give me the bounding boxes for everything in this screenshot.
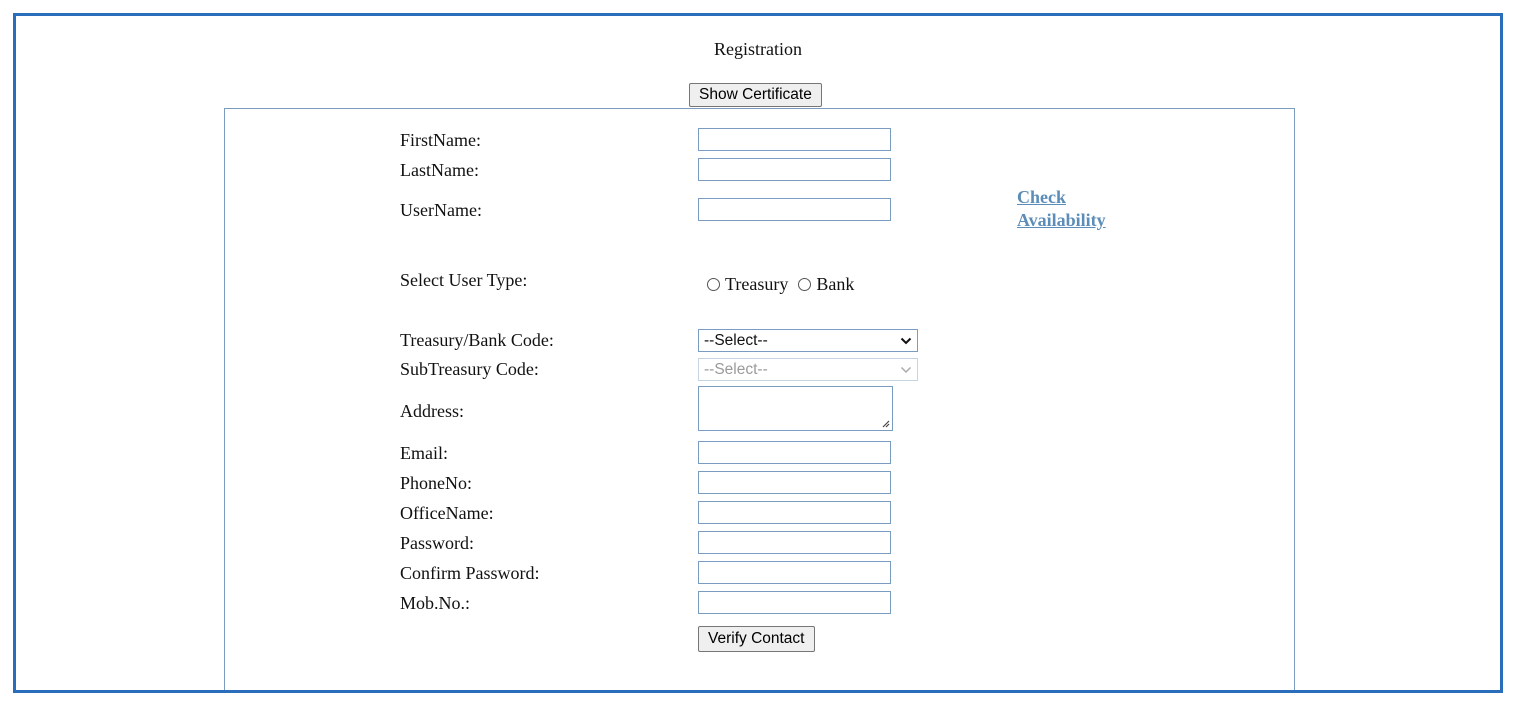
phone-label: PhoneNo: xyxy=(400,473,472,493)
address-label: Address: xyxy=(400,401,464,421)
office-name-label: OfficeName: xyxy=(400,503,494,523)
subtreasury-code-selected-value: --Select-- xyxy=(704,361,768,378)
first-name-label: FirstName: xyxy=(400,130,481,150)
password-label: Password: xyxy=(400,533,475,553)
chevron-down-icon xyxy=(900,365,912,375)
first-name-input[interactable] xyxy=(698,128,891,151)
confirm-password-label: Confirm Password: xyxy=(400,563,540,583)
bank-radio-label[interactable]: Bank xyxy=(816,274,855,294)
treasury-radio[interactable] xyxy=(707,278,720,291)
address-textarea[interactable] xyxy=(698,386,893,431)
subtreasury-code-select xyxy=(698,358,918,381)
show-certificate-button[interactable]: Show Certificate xyxy=(689,83,822,107)
resize-grip-icon[interactable] xyxy=(881,419,890,428)
mobile-input[interactable] xyxy=(698,591,891,614)
email-input[interactable] xyxy=(698,441,891,464)
page-title: Registration xyxy=(714,39,802,59)
password-input[interactable] xyxy=(698,531,891,554)
office-name-input[interactable] xyxy=(698,501,891,524)
phone-input[interactable] xyxy=(698,471,891,494)
confirm-password-input[interactable] xyxy=(698,561,891,584)
email-label: Email: xyxy=(400,443,448,463)
user-name-label: UserName: xyxy=(400,200,482,220)
mobile-label: Mob.No.: xyxy=(400,593,471,613)
user-name-input[interactable] xyxy=(698,198,891,221)
subtreasury-code-label: SubTreasury Code: xyxy=(400,359,539,379)
chevron-down-icon xyxy=(900,336,912,346)
last-name-input[interactable] xyxy=(698,158,891,181)
bank-code-select[interactable] xyxy=(698,329,918,352)
user-type-label: Select User Type: xyxy=(400,270,528,290)
last-name-label: LastName: xyxy=(400,160,479,180)
bank-code-label: Treasury/Bank Code: xyxy=(400,330,554,350)
user-type-radio-group xyxy=(707,273,864,295)
bank-radio[interactable] xyxy=(798,278,811,291)
check-availability-link[interactable]: Check Availability xyxy=(1017,187,1106,230)
registration-form xyxy=(224,108,1295,692)
treasury-radio-label[interactable]: Treasury xyxy=(725,274,789,294)
page-frame xyxy=(13,13,1503,693)
bank-code-selected-value: --Select-- xyxy=(704,332,768,349)
verify-contact-button[interactable]: Verify Contact xyxy=(698,626,815,652)
